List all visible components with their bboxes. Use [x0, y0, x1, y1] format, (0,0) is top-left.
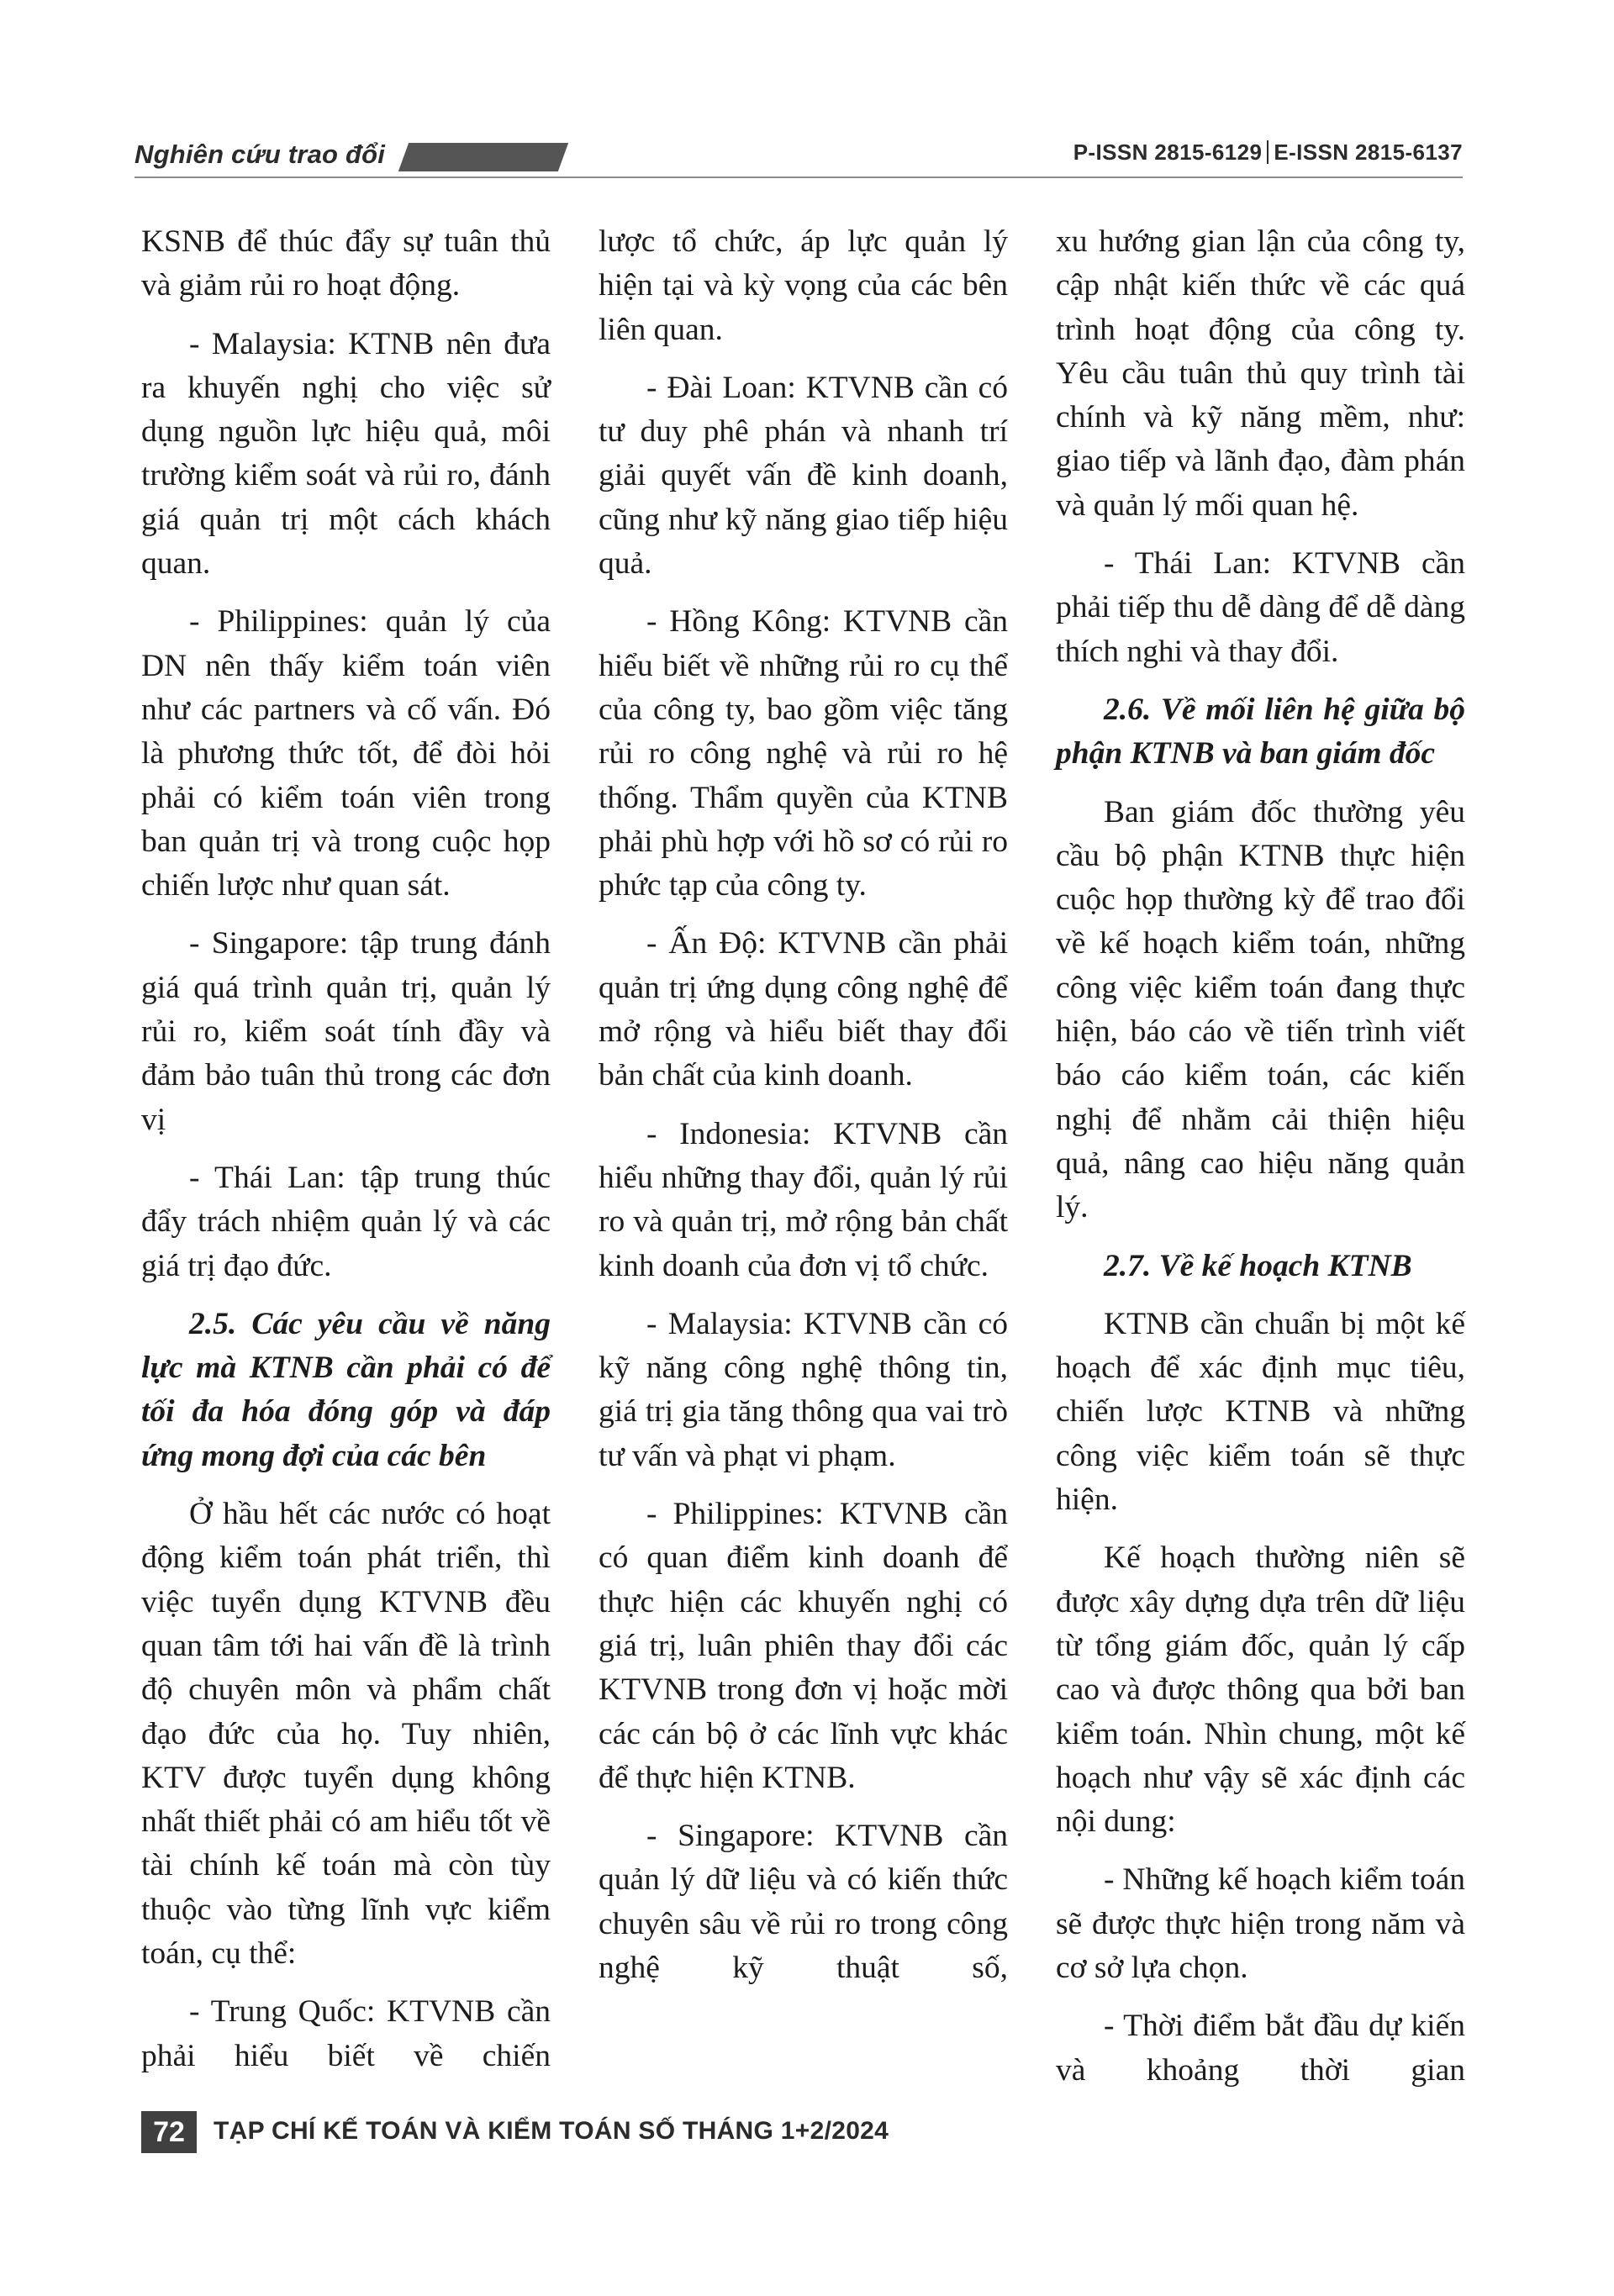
paragraph: - Thái Lan: tập trung thúc đẩy trách nhiệm quản lý và các giá trị đạo đức. — [141, 1160, 551, 1283]
paragraph: - Hồng Kông: KTVNB cần hiểu biết về những rủi ro cụ thể của công ty, bao gồm việc tăng rủi ro công nghệ và rủi ro hệ thống. Thẩm quyền của KTNB phải phù hợp với hồ sơ có rủi ro phức tạp của công ty. — [599, 604, 1008, 903]
text-column-2 — [599, 220, 1008, 2004]
paragraph: - Trung Quốc: KTVNB cần phải hiểu biết về chiến — [141, 1994, 551, 2073]
page-number: 72 — [141, 2111, 197, 2153]
header-accent-bar — [398, 143, 568, 171]
paragraph: - Thời điểm bắt đầu dự kiến và khoảng thời gian — [1056, 2009, 1465, 2088]
paragraph: xu hướng gian lận của công ty, cập nhật kiến thức về các quá trình hoạt động của công ty. Yêu cầu tuân thủ quy trình tài chính và kỹ năng mềm, như: giao tiếp và lãnh đạo, đàm phán và quản lý mối quan hệ. — [1056, 224, 1465, 523]
paragraph: - Những kế hoạch kiểm toán sẽ được thực hiện trong năm và cơ sở lựa chọn. — [1056, 1862, 1465, 1985]
paragraph: - Thái Lan: KTVNB cần phải tiếp thu dễ dàng để dễ dàng thích nghi và thay đổi. — [1056, 546, 1465, 669]
journal-title: TẠP CHÍ KẾ TOÁN VÀ KIỂM TOÁN SỐ THÁNG 1+2/2024 — [214, 2117, 889, 2145]
paragraph: - Singapore: tập trung đánh giá quá trình quản trị, quản lý rủi ro, kiểm soát tính đầy và đảm bảo tuân thủ trong các đơn vị — [141, 926, 551, 1137]
paragraph: - Malaysia: KTNB nên đưa ra khuyến nghị cho việc sử dụng nguồn lực hiệu quả, môi trường kiểm soát và rủi ro, đánh giá quản trị một cách khách quan. — [141, 326, 551, 582]
section-heading: 2.5. Các yêu cầu về năng lực mà KTNB cần phải có để tối đa hóa đóng góp và đáp ứng mong đợi của các bên — [141, 1306, 551, 1473]
paragraph: - Singapore: KTVNB cần quản lý dữ liệu và có kiến thức chuyên sâu về rủi ro trong công nghệ kỹ thuật số, — [599, 1819, 1008, 1985]
section-heading: 2.7. Về kế hoạch KTNB — [1104, 1248, 1412, 1283]
paragraph: - Malaysia: KTVNB cần có kỹ năng công nghệ thông tin, giá trị gia tăng thông qua vai trò tư vấn và phạt vi phạm. — [599, 1306, 1008, 1473]
e-issn: E-ISSN 2815-6137 — [1274, 140, 1463, 165]
paragraph: lược tổ chức, áp lực quản lý hiện tại và kỳ vọng của các bên liên quan. — [599, 224, 1008, 347]
paragraph: - Đài Loan: KTVNB cần có tư duy phê phán và nhanh trí giải quyết vấn đề kinh doanh, cũng như kỹ năng giao tiếp hiệu quả. — [599, 370, 1008, 582]
paragraph: - Ấn Độ: KTVNB cần phải quản trị ứng dụng công nghệ để mở rộng và hiểu biết thay đổi bản chất của kinh doanh. — [599, 926, 1008, 1093]
paragraph: Kế hoạch thường niên sẽ được xây dựng dựa trên dữ liệu từ tổng giám đốc, quản lý cấp cao và được thông qua bởi ban kiểm toán. Nhìn chung, một kế hoạch như vậy sẽ xác định các nội dung: — [1056, 1540, 1465, 1840]
paragraph: - Philippines: quản lý của DN nên thấy kiểm toán viên như các partners và cố vấn. Đó là phương thức tốt, để đòi hỏi phải có kiểm toán viên trong ban quản trị và trong cuộc họp chiến lược như quan sát. — [141, 604, 551, 903]
paragraph: KTNB cần chuẩn bị một kế hoạch để xác định mục tiêu, chiến lược KTNB và những công việc kiểm toán sẽ thực hiện. — [1056, 1306, 1465, 1518]
paragraph: - Indonesia: KTVNB cần hiểu những thay đổi, quản lý rủi ro và quản trị, mở rộng bản chất kinh doanh của đơn vị tổ chức. — [599, 1116, 1008, 1283]
paragraph: - Philippines: KTVNB cần có quan điểm kinh doanh để thực hiện các khuyến nghị có giá trị, luân phiên thay đổi các KTVNB trong đơn vị hoặc mời các cán bộ ở các lĩnh vực khác để thực hiện KTNB. — [599, 1497, 1008, 1795]
paragraph: Ở hầu hết các nước có hoạt động kiểm toán phát triển, thì việc tuyển dụng KTVNB đều quan tâm tới hai vấn đề là trình độ chuyên môn và phẩm chất đạo đức của họ. Tuy nhiên, KTV được tuyển dụng không nhất thiết phải có am hiểu tốt về tài chính kế toán mà còn tùy thuộc vào từng lĩnh vực kiểm toán, cụ thể: — [141, 1497, 551, 1971]
paragraph: KSNB để thúc đẩy sự tuân thủ và giảm rủi ro hoạt động. — [141, 224, 551, 303]
header-rule — [134, 176, 1463, 178]
text-column-3 — [1056, 220, 1465, 2107]
paragraph: Ban giám đốc thường yêu cầu bộ phận KTNB thực hiện cuộc họp thường kỳ để trao đổi về kế hoạch kiểm toán, những công việc kiểm toán đang thực hiện, báo cáo về tiến trình viết báo cáo kiểm toán, các kiến nghị để nhằm cải thiện hiệu quả, nâng cao hiệu năng quản lý. — [1056, 794, 1465, 1225]
issn-info — [1073, 140, 1463, 166]
issn-separator — [1267, 140, 1269, 164]
text-column-1 — [141, 220, 551, 2093]
p-issn: P-ISSN 2815-6129 — [1073, 140, 1263, 165]
section-heading: 2.6. Về mối liên hệ giữa bộ phận KTNB và ban giám đốc — [1056, 692, 1465, 771]
section-title: Nghiên cứu trao đổi — [134, 140, 386, 169]
